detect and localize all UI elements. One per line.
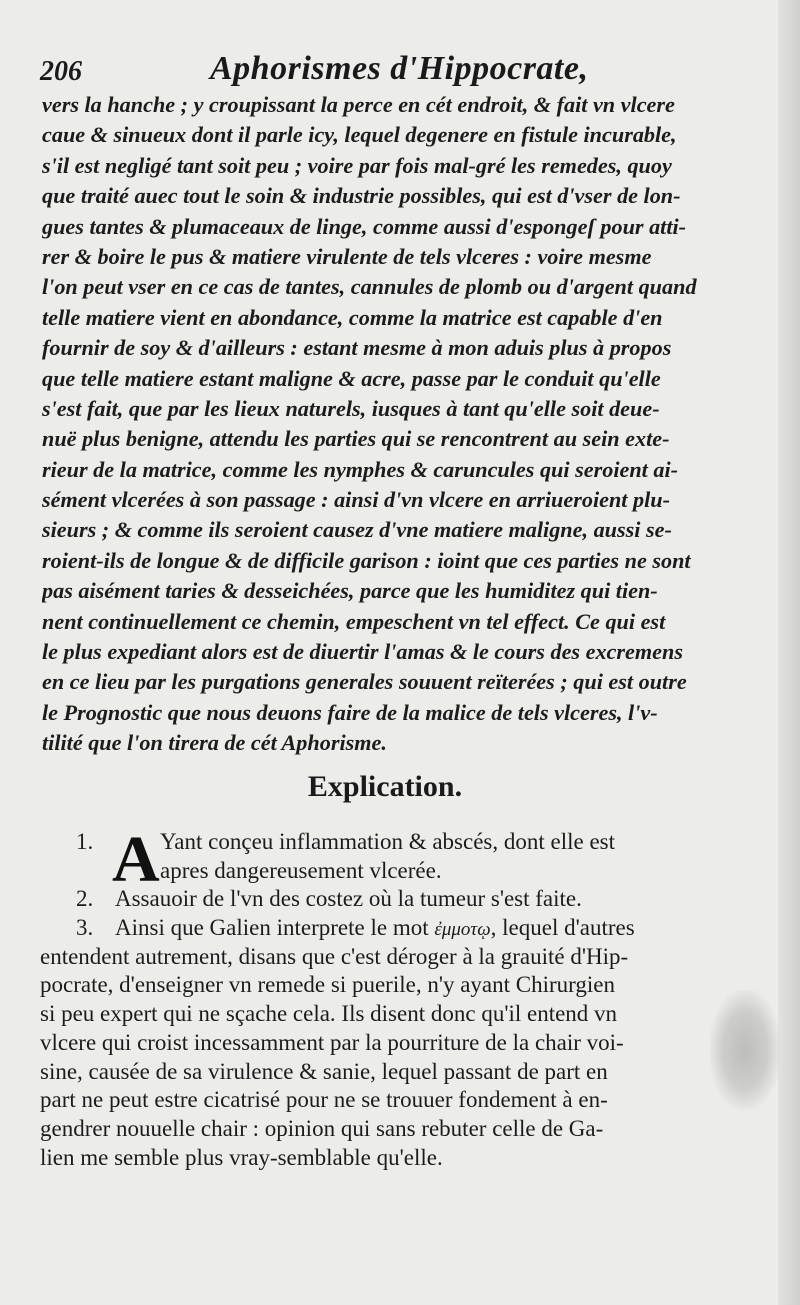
- commentary-line: roient-ils de longue & de difficile garison : ioint que ces parties ne sont: [42, 547, 691, 573]
- note-text: Yant conçeu inflammation & abscés, dont elle est: [160, 829, 616, 854]
- note-text: si peu expert qui ne sçache cela. Ils disent donc qu'il entend vn: [40, 1001, 618, 1027]
- note-3-line: [40, 971, 740, 1000]
- note-text: sine, causée de sa virulence & sanie, lequel passant de part en: [40, 1058, 608, 1084]
- note-text: vlcere qui croist incessamment par la pourriture de la chair voi-: [40, 1029, 624, 1055]
- commentary-line: fournir de soy & d'ailleurs : estant mesme à mon aduis plus à propos: [42, 335, 672, 361]
- commentary-line: rer & boire le pus & matiere virulente de tels vlceres : voire mesme: [42, 243, 652, 269]
- note-text-part: , lequel d'autres: [490, 915, 635, 941]
- commentary-line: rieur de la matrice, comme les nymphes & caruncules qui seroient ai-: [42, 456, 679, 482]
- explication-notes: [40, 823, 740, 1172]
- page-edge-shadow: [778, 0, 800, 1305]
- note-text: [40, 915, 635, 940]
- commentary-text: [42, 90, 742, 759]
- note-3-line: [40, 914, 740, 943]
- note-text: pocrate, d'enseigner vn remede si puerile, n'y ayant Chirurgien: [40, 972, 615, 998]
- note-text: apres dangereusement vlcerée.: [160, 857, 442, 883]
- commentary-line: le Prognostic que nous deuons faire de la malice de tels vlceres, l'v-: [42, 699, 658, 725]
- commentary-line: en ce lieu par les purgations generales souuent reïterées ; qui est outre: [42, 669, 687, 695]
- commentary-line: l'on peut vser en ce cas de tantes, cannules de plomb ou d'argent quand: [42, 274, 697, 300]
- note-text: lien me semble plus vray-semblable qu'elle.: [40, 1144, 443, 1170]
- page-header: [40, 50, 780, 90]
- note-1-line: [40, 857, 740, 886]
- section-heading: Explication.: [307, 770, 463, 803]
- note-3-line: [40, 943, 740, 972]
- commentary-line: pas aisément taries & desseichées, parce que les humiditez qui tien-: [42, 578, 658, 604]
- commentary-line: s'est fait, que par les lieux naturels, iusques à tant qu'elle soit deue-: [42, 395, 660, 421]
- commentary-line: gues tantes & plumaceaux de linge, comme aussi d'espongeſ pour atti-: [42, 213, 687, 239]
- note-3-line: [40, 1000, 740, 1029]
- note-text: entendent autrement, disans que c'est déroger à la grauité d'Hip-: [40, 943, 629, 969]
- commentary-line: vers la hanche ; y croupissant la perce en cét endroit, & fait vn vlcere: [42, 92, 675, 117]
- commentary-line: s'il est negligé tant soit peu ; voire par fois mal-gré les remedes, quoy: [42, 152, 672, 178]
- note-text: gendrer nouuelle chair : opinion qui sans rebuter celle de Ga-: [40, 1115, 604, 1141]
- note-text: part ne peut estre cicatrisé pour ne se trouuer fondement à en-: [40, 1087, 608, 1113]
- page-number: 206: [40, 56, 82, 87]
- note-number: 3.: [76, 915, 94, 941]
- commentary-line: caue & sinueux dont il parle icy, lequel degenere en fistule incurable,: [42, 122, 677, 148]
- commentary-line: tilité que l'on tirera de cét Aphorisme.: [42, 730, 387, 756]
- note-3-line: [40, 1115, 740, 1144]
- note-text-part: Ainsi que Galien interprete le mot: [115, 915, 435, 941]
- commentary-line: nent continuellement ce chemin, empeschent vn tel effect. Ce qui est: [42, 608, 666, 634]
- commentary-line: telle matiere vient en abondance, comme la matrice est capable d'en: [42, 304, 663, 330]
- commentary-line: que traité auec tout le soin & industrie possibles, qui est d'vser de lon-: [42, 183, 681, 209]
- commentary-line: le plus expediant alors est de diuertir l'amas & le cours des excremens: [42, 639, 683, 665]
- commentary-line: nuë plus benigne, attendu les parties qui se rencontrent au sein exte-: [42, 426, 670, 452]
- note-2-line: [40, 885, 740, 914]
- note-3-line: [40, 1086, 740, 1115]
- note-3-line: [40, 1029, 740, 1058]
- drop-cap-letter: A: [112, 823, 160, 896]
- note-number: 2.: [76, 886, 94, 912]
- commentary-line: sément vlcerées à son passage : ainsi d'vn vlcere en arriueroient plu-: [42, 487, 670, 513]
- running-title: Aphorismes d'Hippocrate,: [210, 50, 589, 87]
- note-3-line: [40, 1144, 740, 1173]
- commentary-line: sieurs ; & comme ils seroient causez d'vne matiere maligne, aussi se-: [42, 517, 672, 543]
- greek-word: ἐμμοτῳ: [434, 919, 491, 941]
- note-number: 1.: [76, 829, 94, 854]
- note-text: Assauoir de l'vn des costez où la tumeur s'est faite.: [115, 886, 582, 912]
- commentary-line: que telle matiere estant maligne & acre, passe par le conduit qu'elle: [42, 365, 661, 391]
- note-3-line: [40, 1058, 740, 1087]
